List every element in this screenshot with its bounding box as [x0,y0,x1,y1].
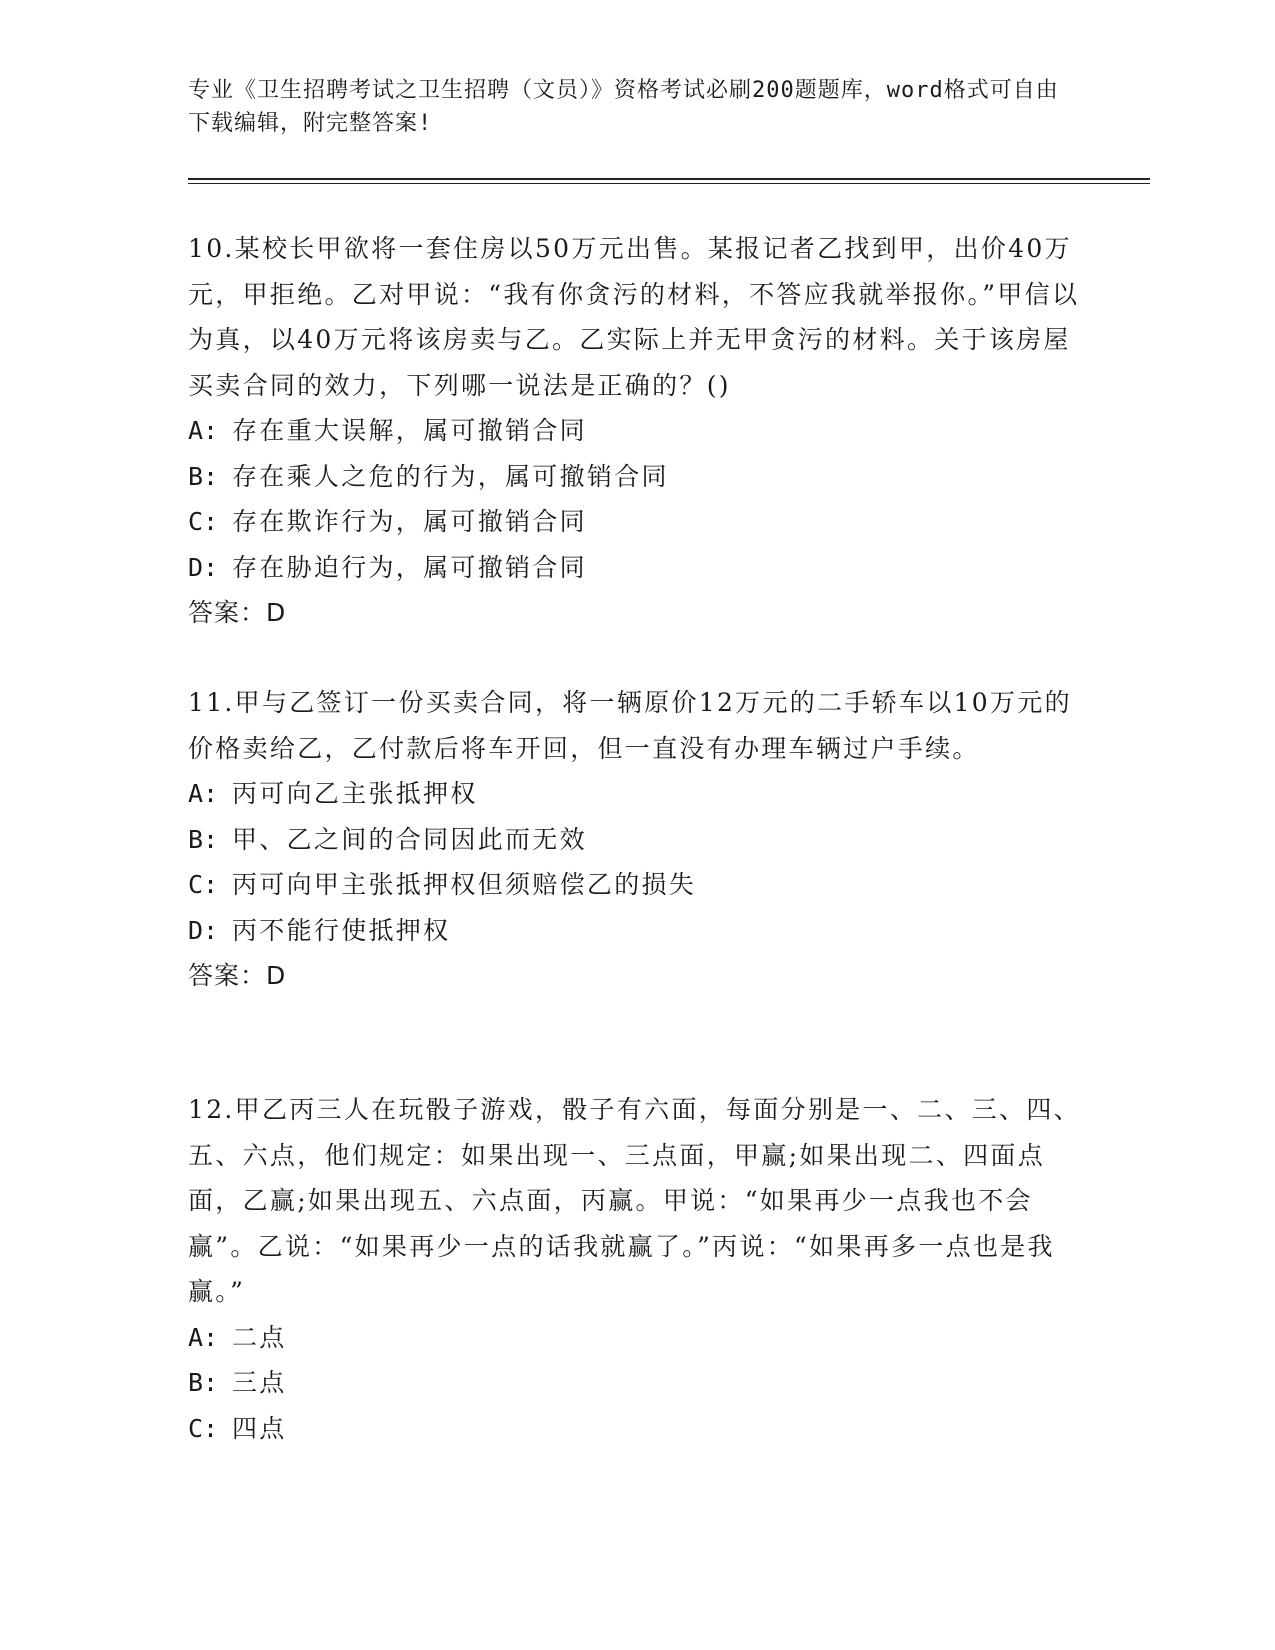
option-b [188,454,1088,500]
option-text: 丙可向乙主张抵押权 [232,779,478,808]
option-text: 存在重大误解，属可撤销合同 [232,416,587,445]
option-c [188,862,1088,908]
option-a [188,1315,1088,1361]
header-divider-thin [188,183,1150,184]
option-key: A: [188,416,219,445]
option-text: 三点 [232,1368,287,1397]
option-key: C: [188,1413,219,1443]
option-b [188,817,1088,863]
option-key: B: [188,1368,219,1397]
option-key: C: [188,507,219,536]
option-b [188,1360,1088,1406]
option-text: 四点 [232,1413,287,1443]
option-text: 存在欺诈行为，属可撤销合同 [232,507,587,536]
question-10 [188,226,1088,636]
option-text: 存在乘人之危的行为，属可撤销合同 [232,461,669,491]
question-stem: 10.某校长甲欲将一套住房以50万元出售。某报记者乙找到甲，出价40万元，甲拒绝。乙对甲说：“我有你贪污的材料，不答应我就举报你。”甲信以为真，以40万元将该房卖与乙。乙实际上并无甲贪污的材料。关于该房屋买卖合同的效力，下列哪一说法是正确的？() [188,234,1080,400]
header-divider [188,178,1150,180]
question-12 [188,1087,1088,1451]
option-text: 甲、乙之间的合同因此而无效 [232,824,587,854]
option-key: A: [188,779,219,808]
option-d [188,908,1088,954]
option-a [188,771,1088,817]
option-key: B: [188,461,219,491]
option-key: D: [188,915,219,945]
option-c [188,1406,1088,1452]
option-a [188,408,1088,454]
option-text: 存在胁迫行为，属可撤销合同 [232,552,587,582]
question-stem: 11.甲与乙签订一份买卖合同，将一辆原价12万元的二手轿车以10万元的价格卖给乙，乙付款后将车开回，但一直没有办理车辆过户手续。 [188,688,1072,763]
document-header: 专业《卫生招聘考试之卫生招聘（文员）》资格考试必刷200题题库，word格式可自由下载编辑，附完整答案! [188,78,1059,136]
answer-text: 答案：D [188,961,287,990]
option-key: A: [188,1322,219,1352]
option-key: C: [188,870,219,899]
option-key: B: [188,824,219,854]
option-text: 二点 [232,1322,287,1352]
option-text: 丙不能行使抵押权 [232,915,451,945]
answer-text: 答案：D [188,598,287,627]
question-11 [188,680,1088,999]
option-d [188,545,1088,591]
option-key: D: [188,552,219,582]
option-text: 丙可向甲主张抵押权但须赔偿乙的损失 [232,870,697,899]
question-stem: 12.甲乙丙三人在玩骰子游戏，骰子有六面，每面分别是一、二、三、四、五、六点，他们规定：如果出现一、三点面，甲赢;如果出现二、四面点面，乙赢;如果出现五、六点面，丙赢。甲说：“如果再少一点我也不会赢”。乙说：“如果再少一点的话我就赢了。”丙说：“如果再多一点也是我赢。” [188,1095,1081,1306]
option-c [188,499,1088,545]
